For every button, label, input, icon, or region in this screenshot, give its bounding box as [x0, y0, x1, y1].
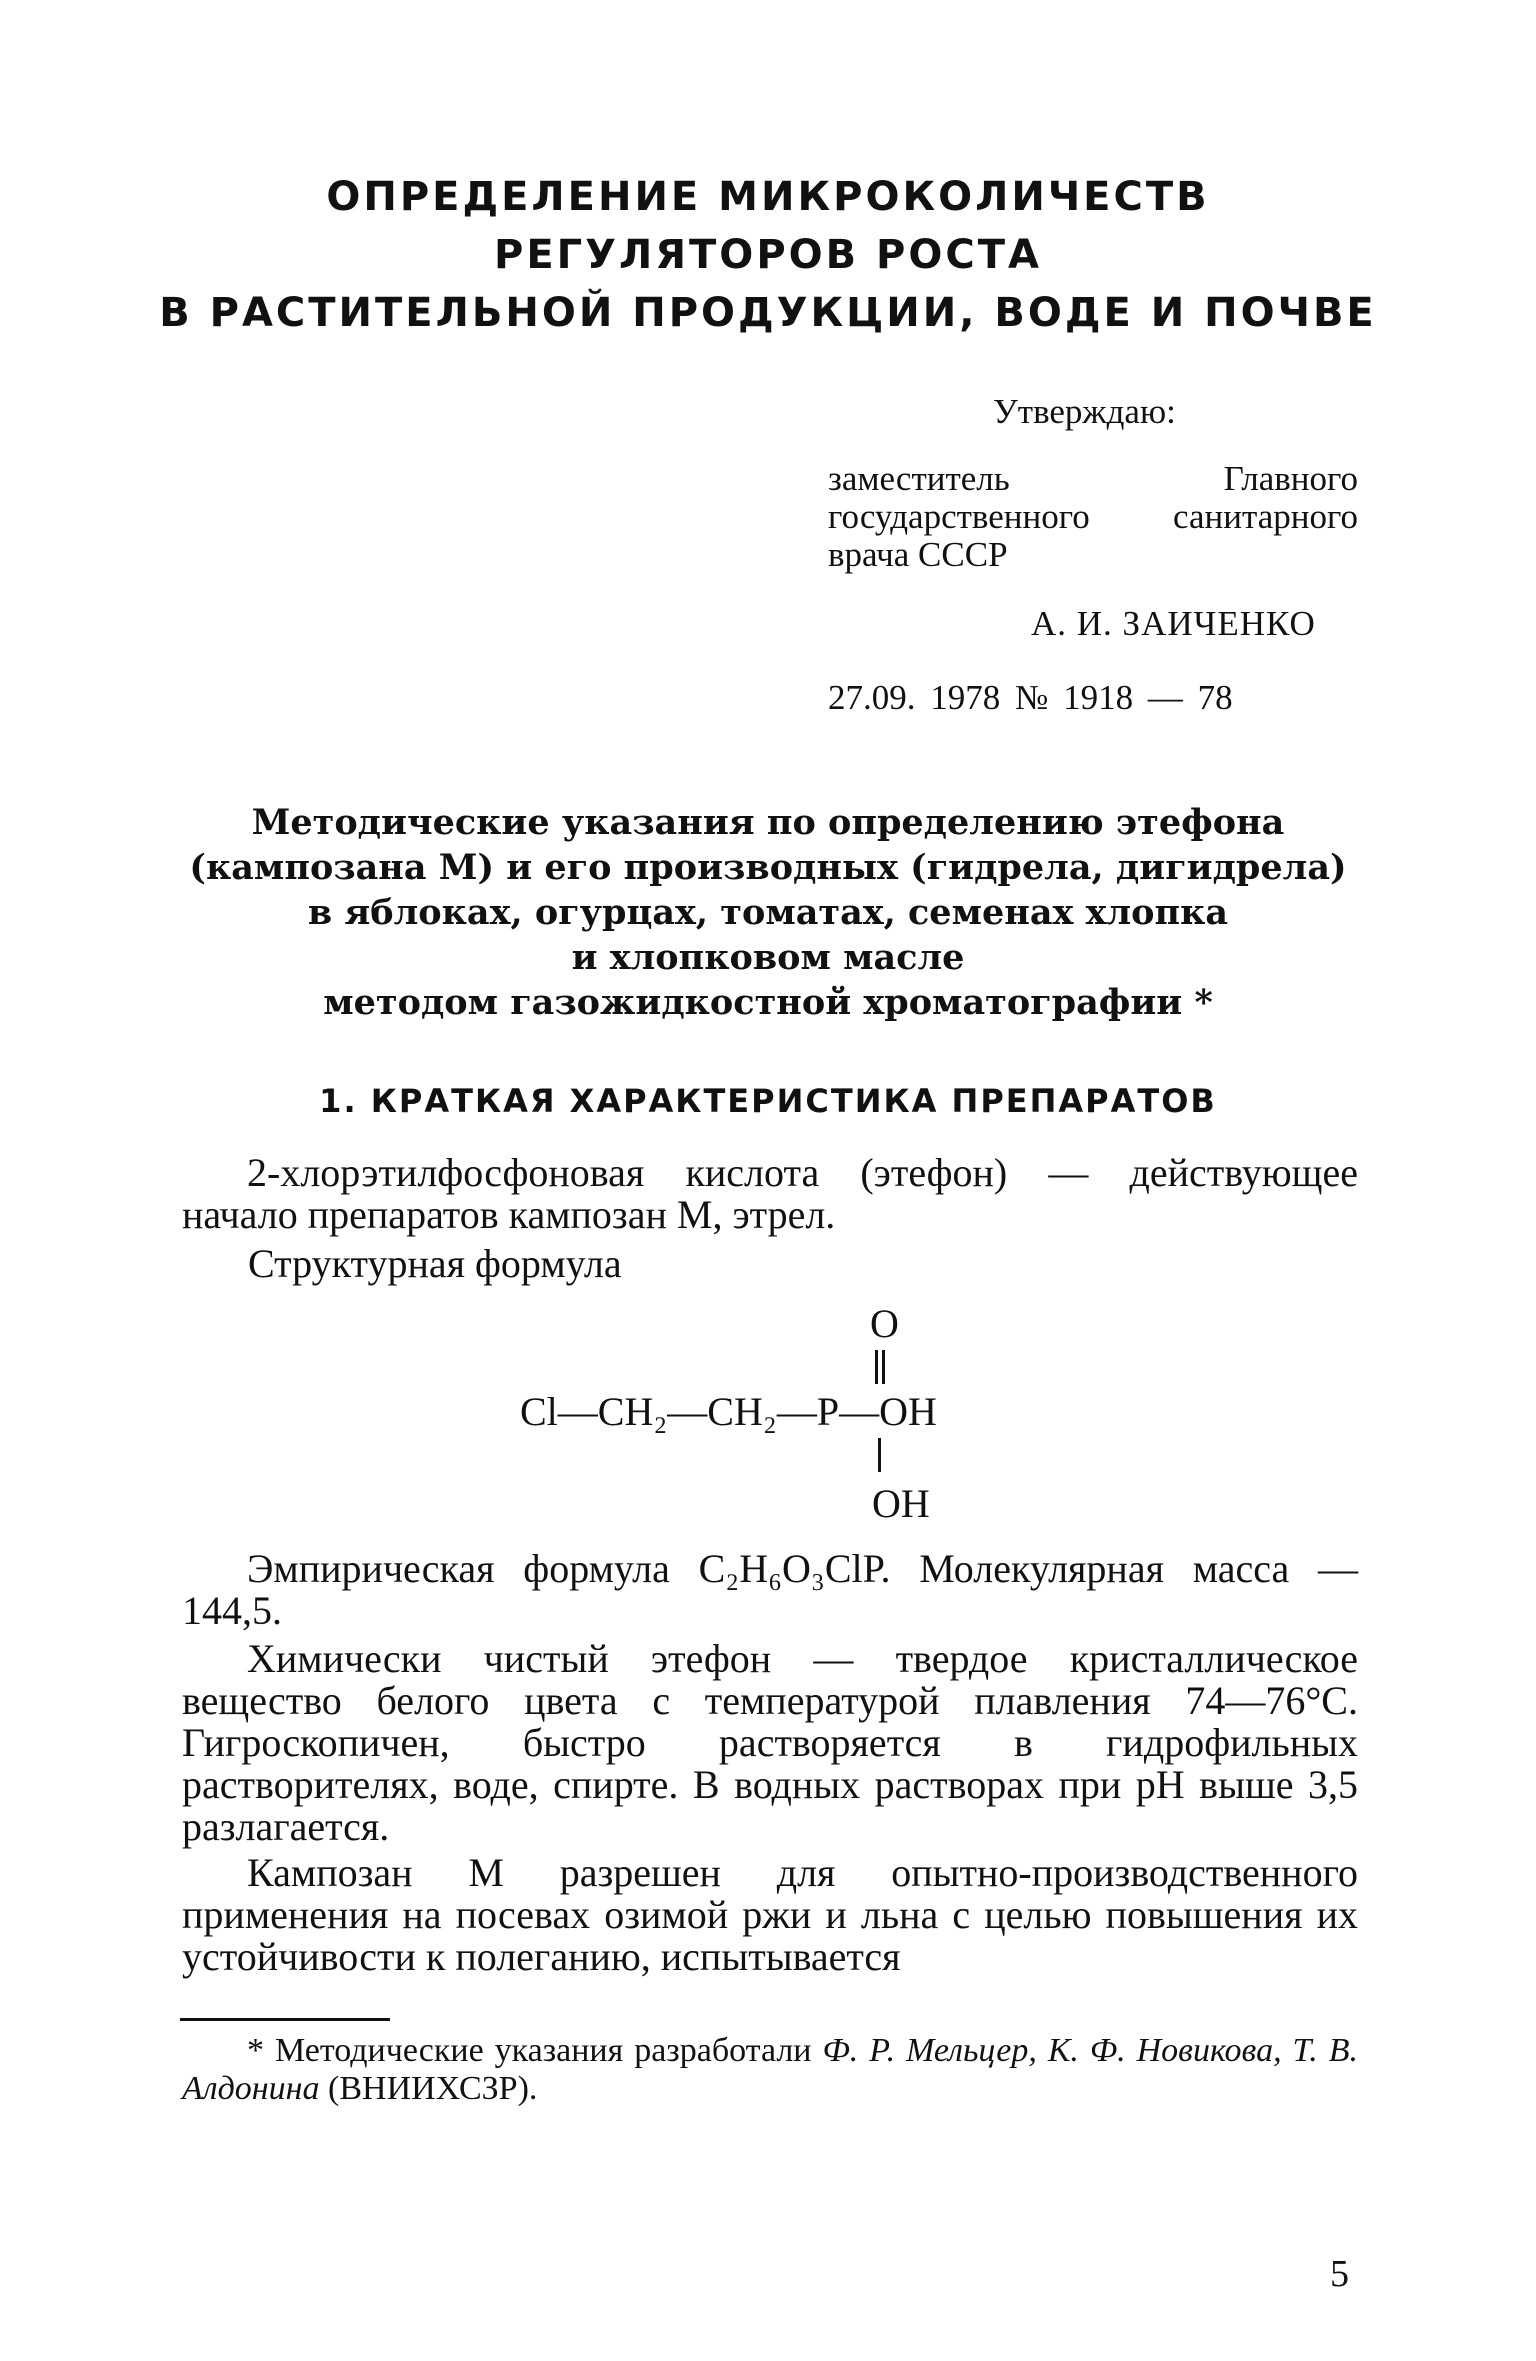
guide-title-line: методом газожидкостной хроматографии * — [323, 982, 1213, 1023]
formula-top-oxygen: O — [870, 1301, 899, 1346]
footnote-org: (ВНИИХСЗР). — [319, 2070, 538, 2107]
formula-label: Структурная формула — [248, 1241, 622, 1286]
paragraph-active-substance: 2-хлорэтилфосфоновая кислота (этефон) — действующее начало препаратов кампозан М, этрел. — [182, 1150, 1358, 1237]
main-title — [150, 168, 1386, 342]
guide-title-line: и хлопковом масле — [571, 937, 965, 978]
approval-position: заместитель Главного государственного санитарного врача СССР — [828, 459, 1358, 574]
guide-title — [150, 800, 1386, 1025]
main-title-line: В РАСТИТЕЛЬНОЙ ПРОДУКЦИИ, ВОДЕ И ПОЧВЕ — [159, 290, 1377, 336]
footnote-lead: * Методические указания разработали — [247, 2032, 823, 2069]
approval-date-number: 27.09. 1978 № 1918 — 78 — [828, 678, 1233, 717]
footnote — [182, 2032, 1358, 2108]
formula-single-bond — [878, 1438, 881, 1472]
guide-title-line: (кампозана М) и его производных (гидрела, дигидрела) — [189, 847, 1347, 888]
footnote-divider — [180, 2018, 390, 2021]
formula-double-bond — [874, 1350, 886, 1384]
paragraph-empirical-formula: Эмпирическая формула C₂H₆O₃ClP. Молекулярная масса — 144,5. — [182, 1546, 1358, 1633]
formula-bottom-hydroxyl: OH — [872, 1481, 930, 1526]
main-title-line: РЕГУЛЯТОРОВ РОСТА — [494, 232, 1042, 278]
structural-formula — [520, 1300, 1120, 1530]
paragraph-usage: Кампозан М разрешен для опытно-производственного применения на посевах озимой ржи и льна с целью повышения их устойчивости к полеганию, испытывается — [182, 1850, 1358, 1979]
section-heading: 1. КРАТКАЯ ХАРАКТЕРИСТИКА ПРЕПАРАТОВ — [319, 1082, 1217, 1120]
main-title-line: ОПРЕДЕЛЕНИЕ МИКРОКОЛИЧЕСТВ — [326, 174, 1210, 220]
footnote-authors: Ф. Р. Мельцер, К. Ф. Новикова, Т. В. Алдонина — [182, 2032, 1358, 2107]
approval-label: Утверждаю: — [993, 392, 1176, 431]
page-number: 5 — [1330, 2253, 1349, 2295]
paragraph-properties: Химически чистый этефон — твердое кристаллическое вещество белого цвета с температурой плавления 74—76°С. Гигроскопичен, быстро растворяется в гидрофильных растворителях, воде, спирте. В водных растворах при pH выше 3,5 разлагается. — [182, 1636, 1358, 1849]
guide-title-line: в яблоках, огурцах, томатах, семенах хлопка — [307, 892, 1229, 933]
guide-title-line: Методические указания по определению этефона — [251, 802, 1285, 843]
approval-name: А. И. ЗАИЧЕНКО — [1031, 604, 1316, 643]
formula-chain: Cl—CH₂—CH₂—P—OH — [520, 1389, 937, 1434]
